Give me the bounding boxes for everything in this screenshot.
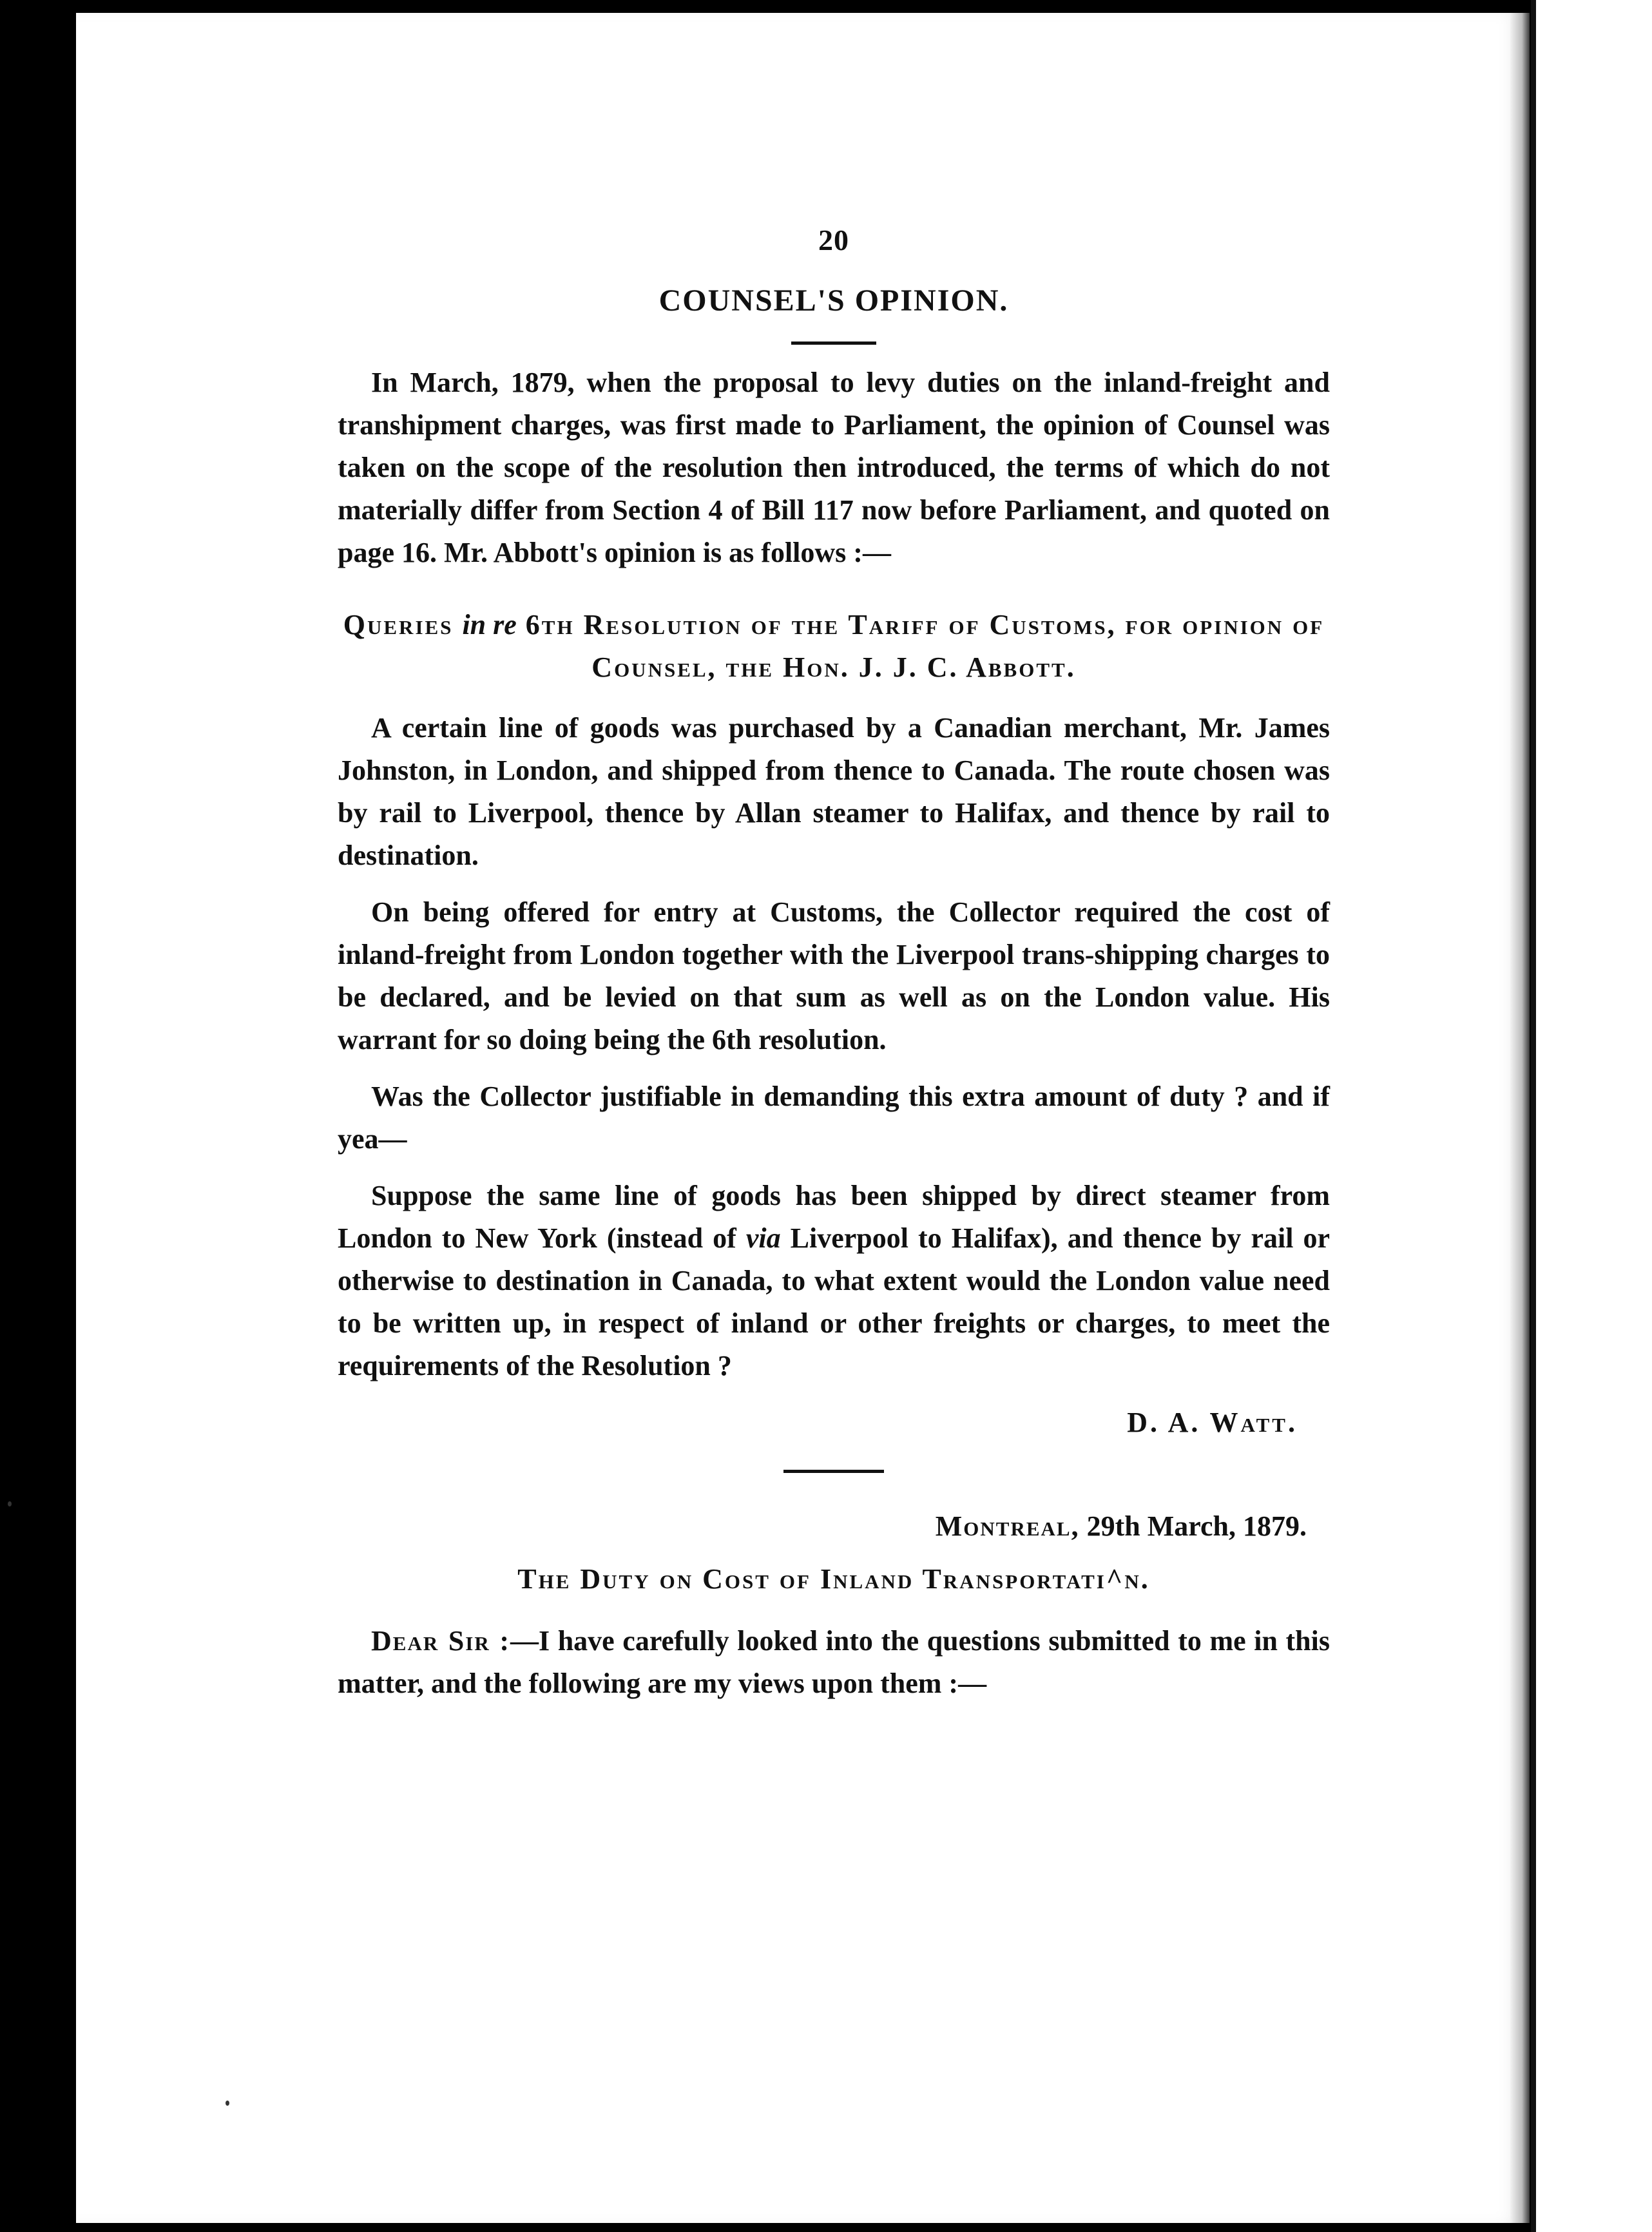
adjacent-page-edge bbox=[1531, 0, 1652, 2232]
salutation-text: —I have carefully looked into the questions submitted to me in this matter, and the following are my views upon them :— bbox=[338, 1625, 1330, 1699]
page-edge-shadow bbox=[1510, 13, 1530, 2223]
dateline-place: Montreal, bbox=[935, 1510, 1080, 1542]
suppose-text-before: Suppose the same line of goods has been shipped by direct steamer from London to New York (instead of bbox=[338, 1180, 1330, 1254]
suppose-paragraph bbox=[338, 1175, 1330, 1387]
queries-heading-italic: in re bbox=[462, 609, 517, 640]
queries-heading-part2: 6th Resolution of the Tariff of Customs, for opinion of Counsel, the Hon. J. J. C. Abbott. bbox=[516, 609, 1325, 683]
intro-paragraph: In March, 1879, when the proposal to levy duties on the inland-freight and transhipment charges, was first made to Parliament, the opinion of Counsel was taken on the scope of the resolution then introduced, the terms of which do not materially differ from Section 4 of Bill 117 now before Parliament, and quoted on page 16. Mr. Abbott's opinion is as follows :— bbox=[338, 367, 1330, 568]
ink-speck bbox=[8, 1501, 12, 1506]
salutation-paragraph bbox=[338, 1620, 1330, 1705]
heading-rule bbox=[791, 342, 876, 345]
ink-speck bbox=[226, 2101, 229, 2106]
queries-heading bbox=[338, 604, 1330, 689]
query-paragraph: A certain line of goods was purchased by a Canadian merchant, Mr. James Johnston, in London, and shipped from thence to Canada. The route chosen was by rail to Liverpool, thence by Allan steamer to Halifax, and thence by rail to destination. bbox=[338, 712, 1330, 871]
page-text bbox=[338, 193, 1330, 1719]
section-divider-rule bbox=[783, 1470, 884, 1473]
suppose-text-italic: via bbox=[745, 1222, 781, 1254]
suppose-text-after: Liverpool to Halifax), and thence by rail or otherwise to destination in Canada, to what extent would the London value need to be written up, in respect of inland or other freights or charges, to meet the requirements of the Resolution ? bbox=[338, 1222, 1330, 1381]
dateline bbox=[338, 1505, 1307, 1548]
dateline-date: 29th March, 1879. bbox=[1079, 1510, 1307, 1542]
query-paragraph: On being offered for entry at Customs, the Collector required the cost of inland-freight from London together with the Liverpool trans-shipping charges to be declared, and be levied on that sum as well as on the London value. His warrant for so doing being the 6th resolution. bbox=[338, 896, 1330, 1055]
page-number: 20 bbox=[818, 224, 849, 256]
queries-heading-part1: Queries bbox=[343, 609, 463, 640]
section-heading: COUNSEL'S OPINION. bbox=[658, 284, 1009, 318]
query-paragraph: Was the Collector justifiable in demanding this extra amount of duty ? and if yea— bbox=[338, 1081, 1330, 1155]
letter-subtitle: The Duty on Cost of Inland Transportati^n. bbox=[517, 1563, 1150, 1595]
salutation-greeting: Dear Sir : bbox=[371, 1625, 510, 1657]
signature: D. A. Watt. bbox=[1127, 1407, 1298, 1438]
